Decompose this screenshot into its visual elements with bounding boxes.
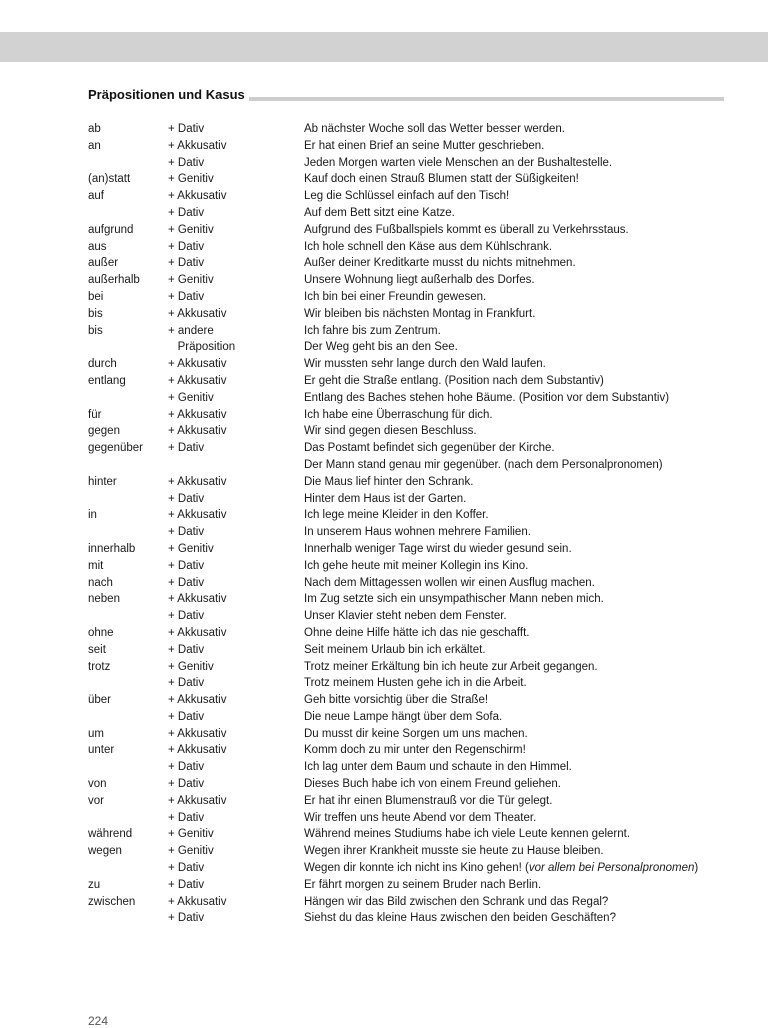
example-cell xyxy=(304,843,604,860)
case-cell: + Dativ xyxy=(168,778,205,791)
example-text: Nach dem Mittagessen wollen wir einen Ausflug machen. xyxy=(304,576,595,589)
case-cell: + Genitiv xyxy=(168,391,214,404)
case-cell: + Akkusativ xyxy=(168,744,227,757)
example-cell xyxy=(304,910,616,927)
preposition-cell: außerhalb xyxy=(88,274,140,287)
example-cell xyxy=(304,306,535,323)
example-cell xyxy=(304,541,572,558)
case-cell: + Akkusativ xyxy=(168,895,227,908)
case-cell: + Dativ xyxy=(168,677,205,690)
example-cell xyxy=(304,759,572,776)
preposition-table xyxy=(88,121,728,927)
example-cell xyxy=(304,894,608,911)
table-row xyxy=(88,810,728,827)
case-cell: + Akkusativ xyxy=(168,626,227,639)
table-row xyxy=(88,910,728,927)
case-cell: + andere xyxy=(168,324,214,337)
preposition-cell: nach xyxy=(88,576,113,589)
case-cell: + Genitiv xyxy=(168,660,214,673)
example-cell xyxy=(304,373,604,390)
preposition-cell: (an)statt xyxy=(88,173,131,186)
preposition-cell: von xyxy=(88,778,107,791)
preposition-cell: ab xyxy=(88,123,101,135)
case-cell: + Dativ xyxy=(168,492,205,505)
case-cell: + Dativ xyxy=(168,526,205,539)
example-text: Außer deiner Kreditkarte musst du nichts mitnehmen. xyxy=(304,257,576,270)
example-text: Hinter dem Haus ist der Garten. xyxy=(304,492,467,505)
case-cell: + Dativ xyxy=(168,123,205,135)
table-row xyxy=(88,356,728,373)
table-row xyxy=(88,171,728,188)
preposition-cell: außer xyxy=(88,257,119,270)
preposition-cell: zwischen xyxy=(88,895,136,908)
example-text: Siehst du das kleine Haus zwischen den beiden Geschäften? xyxy=(304,912,616,925)
example-text: Das Postamt befindet sich gegenüber der Kirche. xyxy=(304,442,555,455)
table-row xyxy=(88,323,728,340)
example-text: Ich gehe heute mit meiner Kollegin ins Kino. xyxy=(304,559,529,572)
example-text: Er hat ihr einen Blumenstrauß vor die Tür gelegt. xyxy=(304,794,553,807)
table-row xyxy=(88,306,728,323)
example-cell xyxy=(304,709,502,726)
example-text: Wir mussten sehr lange durch den Wald laufen. xyxy=(304,358,546,371)
preposition-cell: innerhalb xyxy=(88,542,136,555)
case-cell: + Dativ xyxy=(168,206,205,219)
preposition-cell: aufgrund xyxy=(88,223,134,236)
example-text: Wir sind gegen diesen Beschluss. xyxy=(304,425,477,438)
case-cell: + Dativ xyxy=(168,156,205,169)
example-text: Aufgrund des Fußballspiels kommt es überall zu Verkehrsstaus. xyxy=(304,223,629,236)
case-cell: + Genitiv xyxy=(168,223,214,236)
table-row xyxy=(88,642,728,659)
header-band xyxy=(0,32,768,62)
table-row xyxy=(88,742,728,759)
example-cell xyxy=(304,675,527,692)
case-cell: + Dativ xyxy=(168,610,205,623)
preposition-cell: neben xyxy=(88,593,120,606)
table-row xyxy=(88,675,728,692)
example-cell xyxy=(304,726,528,743)
example-text: Der Mann stand genau mir gegenüber. (nach dem Personalpronomen) xyxy=(304,458,663,471)
table-row xyxy=(88,591,728,608)
example-note-close: ) xyxy=(694,862,699,875)
example-text: Ich habe eine Überraschung für dich. xyxy=(304,408,493,421)
example-cell xyxy=(304,860,698,877)
example-cell xyxy=(304,289,486,306)
example-text: Trotz meinem Husten gehe ich in die Arbeit. xyxy=(304,677,527,690)
case-cell: + Dativ xyxy=(168,862,205,875)
example-cell xyxy=(304,407,493,424)
example-cell xyxy=(304,356,546,373)
example-cell xyxy=(304,323,441,340)
table-row xyxy=(88,726,728,743)
example-cell xyxy=(304,591,604,608)
example-text: Jeden Morgen warten viele Menschen an der Bushaltestelle. xyxy=(304,156,613,169)
example-cell xyxy=(304,423,477,440)
table-row xyxy=(88,457,728,474)
case-cell: + Dativ xyxy=(168,240,205,253)
example-cell xyxy=(304,793,552,810)
table-row xyxy=(88,188,728,205)
case-cell: Präposition xyxy=(168,341,236,354)
example-text: Leg die Schlüssel einfach auf den Tisch! xyxy=(304,190,510,203)
example-cell xyxy=(304,524,531,541)
preposition-cell: vor xyxy=(88,794,104,807)
example-text: Trotz meiner Erkältung bin ich heute zur Arbeit gegangen. xyxy=(304,660,598,673)
example-text: Unser Klavier steht neben dem Fenster. xyxy=(304,610,507,623)
example-cell xyxy=(304,121,565,138)
case-cell: + Akkusativ xyxy=(168,475,227,488)
table-row xyxy=(88,272,728,289)
case-cell: + Dativ xyxy=(168,576,205,589)
case-cell: + Akkusativ xyxy=(168,425,227,438)
case-cell: + Genitiv xyxy=(168,828,214,841)
table-row xyxy=(88,524,728,541)
table-row xyxy=(88,877,728,894)
case-cell: + Genitiv xyxy=(168,845,214,858)
example-cell xyxy=(304,205,455,222)
example-text: Ich bin bei einer Freundin gewesen. xyxy=(304,290,487,303)
example-text: Er hat einen Brief an seine Mutter geschrieben. xyxy=(304,139,545,152)
example-cell xyxy=(304,272,535,289)
case-cell: + Akkusativ xyxy=(168,408,227,421)
example-text: Du musst dir keine Sorgen um uns machen. xyxy=(304,727,528,740)
case-cell: + Dativ xyxy=(168,878,205,891)
table-row xyxy=(88,373,728,390)
example-text: Geh bitte vorsichtig über die Straße! xyxy=(304,694,489,707)
preposition-cell: über xyxy=(88,694,112,707)
example-cell xyxy=(304,608,507,625)
table-row xyxy=(88,440,728,457)
example-text: Wegen ihrer Krankheit musste sie heute zu Hause bleiben. xyxy=(304,845,604,858)
preposition-cell: gegenüber xyxy=(88,442,143,455)
table-row xyxy=(88,860,728,877)
table-row xyxy=(88,255,728,272)
table-row xyxy=(88,239,728,256)
table-row xyxy=(88,575,728,592)
case-cell: + Akkusativ xyxy=(168,694,227,707)
section-heading xyxy=(88,86,724,102)
example-cell xyxy=(304,239,552,256)
case-cell: + Akkusativ xyxy=(168,727,227,740)
preposition-cell: unter xyxy=(88,744,115,757)
example-text: Die neue Lampe hängt über dem Sofa. xyxy=(304,710,503,723)
case-cell: + Akkusativ xyxy=(168,794,227,807)
example-text: Ich hole schnell den Käse aus dem Kühlschrank. xyxy=(304,240,553,253)
table-row xyxy=(88,608,728,625)
example-cell xyxy=(304,474,473,491)
example-cell xyxy=(304,826,630,843)
table-row xyxy=(88,222,728,239)
case-cell: + Dativ xyxy=(168,442,205,455)
preposition-cell: aus xyxy=(88,240,107,253)
case-cell: + Akkusativ xyxy=(168,358,227,371)
preposition-cell: für xyxy=(88,408,102,421)
table-row xyxy=(88,759,728,776)
preposition-cell: gegen xyxy=(88,425,120,438)
example-text: Die Maus lief hinter den Schrank. xyxy=(304,475,474,488)
example-text: Auf dem Bett sitzt eine Katze. xyxy=(304,206,455,219)
case-cell: + Akkusativ xyxy=(168,307,227,320)
preposition-cell: entlang xyxy=(88,374,126,387)
example-text: Im Zug setzte sich ein unsympathischer Mann neben mich. xyxy=(304,593,604,606)
example-cell xyxy=(304,692,488,709)
example-text: Wir treffen uns heute Abend vor dem Theater. xyxy=(304,811,537,824)
example-cell xyxy=(304,171,579,188)
example-cell xyxy=(304,255,576,272)
table-row xyxy=(88,507,728,524)
example-cell xyxy=(304,877,541,894)
example-cell xyxy=(304,776,561,793)
table-row xyxy=(88,423,728,440)
table-row xyxy=(88,894,728,911)
example-note: vor allem bei Personalpronomen xyxy=(528,862,695,875)
case-cell: + Akkusativ xyxy=(168,593,227,606)
example-cell xyxy=(304,138,544,155)
example-text: Unsere Wohnung liegt außerhalb des Dorfes. xyxy=(304,274,535,287)
example-cell xyxy=(304,440,555,457)
example-text: Er fährt morgen zu seinem Bruder nach Berlin. xyxy=(304,878,542,891)
preposition-cell: auf xyxy=(88,190,104,203)
case-cell: + Dativ xyxy=(168,710,205,723)
example-cell xyxy=(304,222,629,239)
example-text: Innerhalb weniger Tage wirst du wieder gesund sein. xyxy=(304,542,572,555)
example-text: Der Weg geht bis an den See. xyxy=(304,341,458,354)
example-cell xyxy=(304,742,526,759)
example-cell xyxy=(304,339,458,356)
table-row xyxy=(88,709,728,726)
example-cell xyxy=(304,507,489,524)
example-cell xyxy=(304,625,529,642)
example-text: Entlang des Baches stehen hohe Bäume. (Position vor dem Substantiv) xyxy=(304,391,670,404)
example-text: Ich lag unter dem Baum und schaute in den Himmel. xyxy=(304,761,572,774)
example-text: Er geht die Straße entlang. (Position nach dem Substantiv) xyxy=(304,374,604,387)
preposition-cell: mit xyxy=(88,559,104,572)
table-row xyxy=(88,659,728,676)
preposition-cell: um xyxy=(88,727,104,740)
case-cell: + Genitiv xyxy=(168,542,214,555)
example-text: Während meines Studiums habe ich viele Leute kennen gelernt. xyxy=(304,828,631,841)
table-row xyxy=(88,558,728,575)
page-title: Präpositionen und Kasus xyxy=(88,87,249,103)
example-text: Seit meinem Urlaub bin ich erkältet. xyxy=(304,643,486,656)
preposition-cell: ohne xyxy=(88,626,114,639)
table-row xyxy=(88,289,728,306)
preposition-cell: in xyxy=(88,509,97,522)
preposition-cell: trotz xyxy=(88,660,111,673)
case-cell: + Akkusativ xyxy=(168,374,227,387)
case-cell: + Dativ xyxy=(168,761,205,774)
preposition-cell: bis xyxy=(88,324,103,337)
preposition-cell: durch xyxy=(88,358,117,371)
case-cell: + Dativ xyxy=(168,643,205,656)
table-row xyxy=(88,625,728,642)
page-number: 224 xyxy=(88,1014,109,1028)
preposition-cell: wegen xyxy=(88,845,122,858)
table-row xyxy=(88,541,728,558)
table-row xyxy=(88,793,728,810)
example-cell xyxy=(304,558,528,575)
example-text: Dieses Buch habe ich von einem Freund geliehen. xyxy=(304,778,561,791)
case-cell: + Dativ xyxy=(168,257,205,270)
example-text: In unserem Haus wohnen mehrere Familien. xyxy=(304,526,531,539)
preposition-cell: an xyxy=(88,139,101,152)
case-cell: + Akkusativ xyxy=(168,190,227,203)
preposition-cell: hinter xyxy=(88,475,117,488)
example-cell xyxy=(304,659,598,676)
example-cell xyxy=(304,642,486,659)
case-cell: + Dativ xyxy=(168,811,205,824)
table-row xyxy=(88,390,728,407)
example-cell xyxy=(304,390,669,407)
table-row xyxy=(88,407,728,424)
case-cell: + Akkusativ xyxy=(168,509,227,522)
example-cell xyxy=(304,155,612,172)
case-cell: + Genitiv xyxy=(168,274,214,287)
table-row xyxy=(88,843,728,860)
preposition-cell: bis xyxy=(88,307,103,320)
table-row xyxy=(88,474,728,491)
example-cell xyxy=(304,491,466,508)
table-row xyxy=(88,121,728,138)
example-text: Ich fahre bis zum Zentrum. xyxy=(304,324,441,337)
example-text: Hängen wir das Bild zwischen den Schrank und das Regal? xyxy=(304,895,609,908)
example-text: Komm doch zu mir unter den Regenschirm! xyxy=(304,744,526,757)
case-cell: + Dativ xyxy=(168,559,205,572)
table-row xyxy=(88,692,728,709)
example-text: Ab nächster Woche soll das Wetter besser werden. xyxy=(304,123,566,135)
table-row xyxy=(88,138,728,155)
case-cell: + Dativ xyxy=(168,912,205,925)
preposition-cell: zu xyxy=(88,878,101,891)
example-text: Ich lege meine Kleider in den Koffer. xyxy=(304,509,489,522)
example-text: Kauf doch einen Strauß Blumen statt der Süßigkeiten! xyxy=(304,173,579,186)
table-row xyxy=(88,205,728,222)
case-cell: + Akkusativ xyxy=(168,139,227,152)
example-cell xyxy=(304,575,595,592)
preposition-cell: während xyxy=(88,828,133,841)
example-cell xyxy=(304,810,536,827)
table-row xyxy=(88,339,728,356)
example-text: Ohne deine Hilfe hätte ich das nie geschafft. xyxy=(304,626,530,639)
table-row xyxy=(88,155,728,172)
example-cell xyxy=(304,188,509,205)
example-text: Wir bleiben bis nächsten Montag in Frankfurt. xyxy=(304,307,536,320)
example-cell xyxy=(304,457,663,474)
preposition-cell: seit xyxy=(88,643,106,656)
table-row xyxy=(88,826,728,843)
example-text: Wegen dir konnte ich nicht ins Kino gehen! ( xyxy=(304,862,529,875)
table-row xyxy=(88,491,728,508)
case-cell: + Dativ xyxy=(168,290,205,303)
table-row xyxy=(88,776,728,793)
preposition-cell: bei xyxy=(88,290,104,303)
case-cell: + Genitiv xyxy=(168,173,214,186)
